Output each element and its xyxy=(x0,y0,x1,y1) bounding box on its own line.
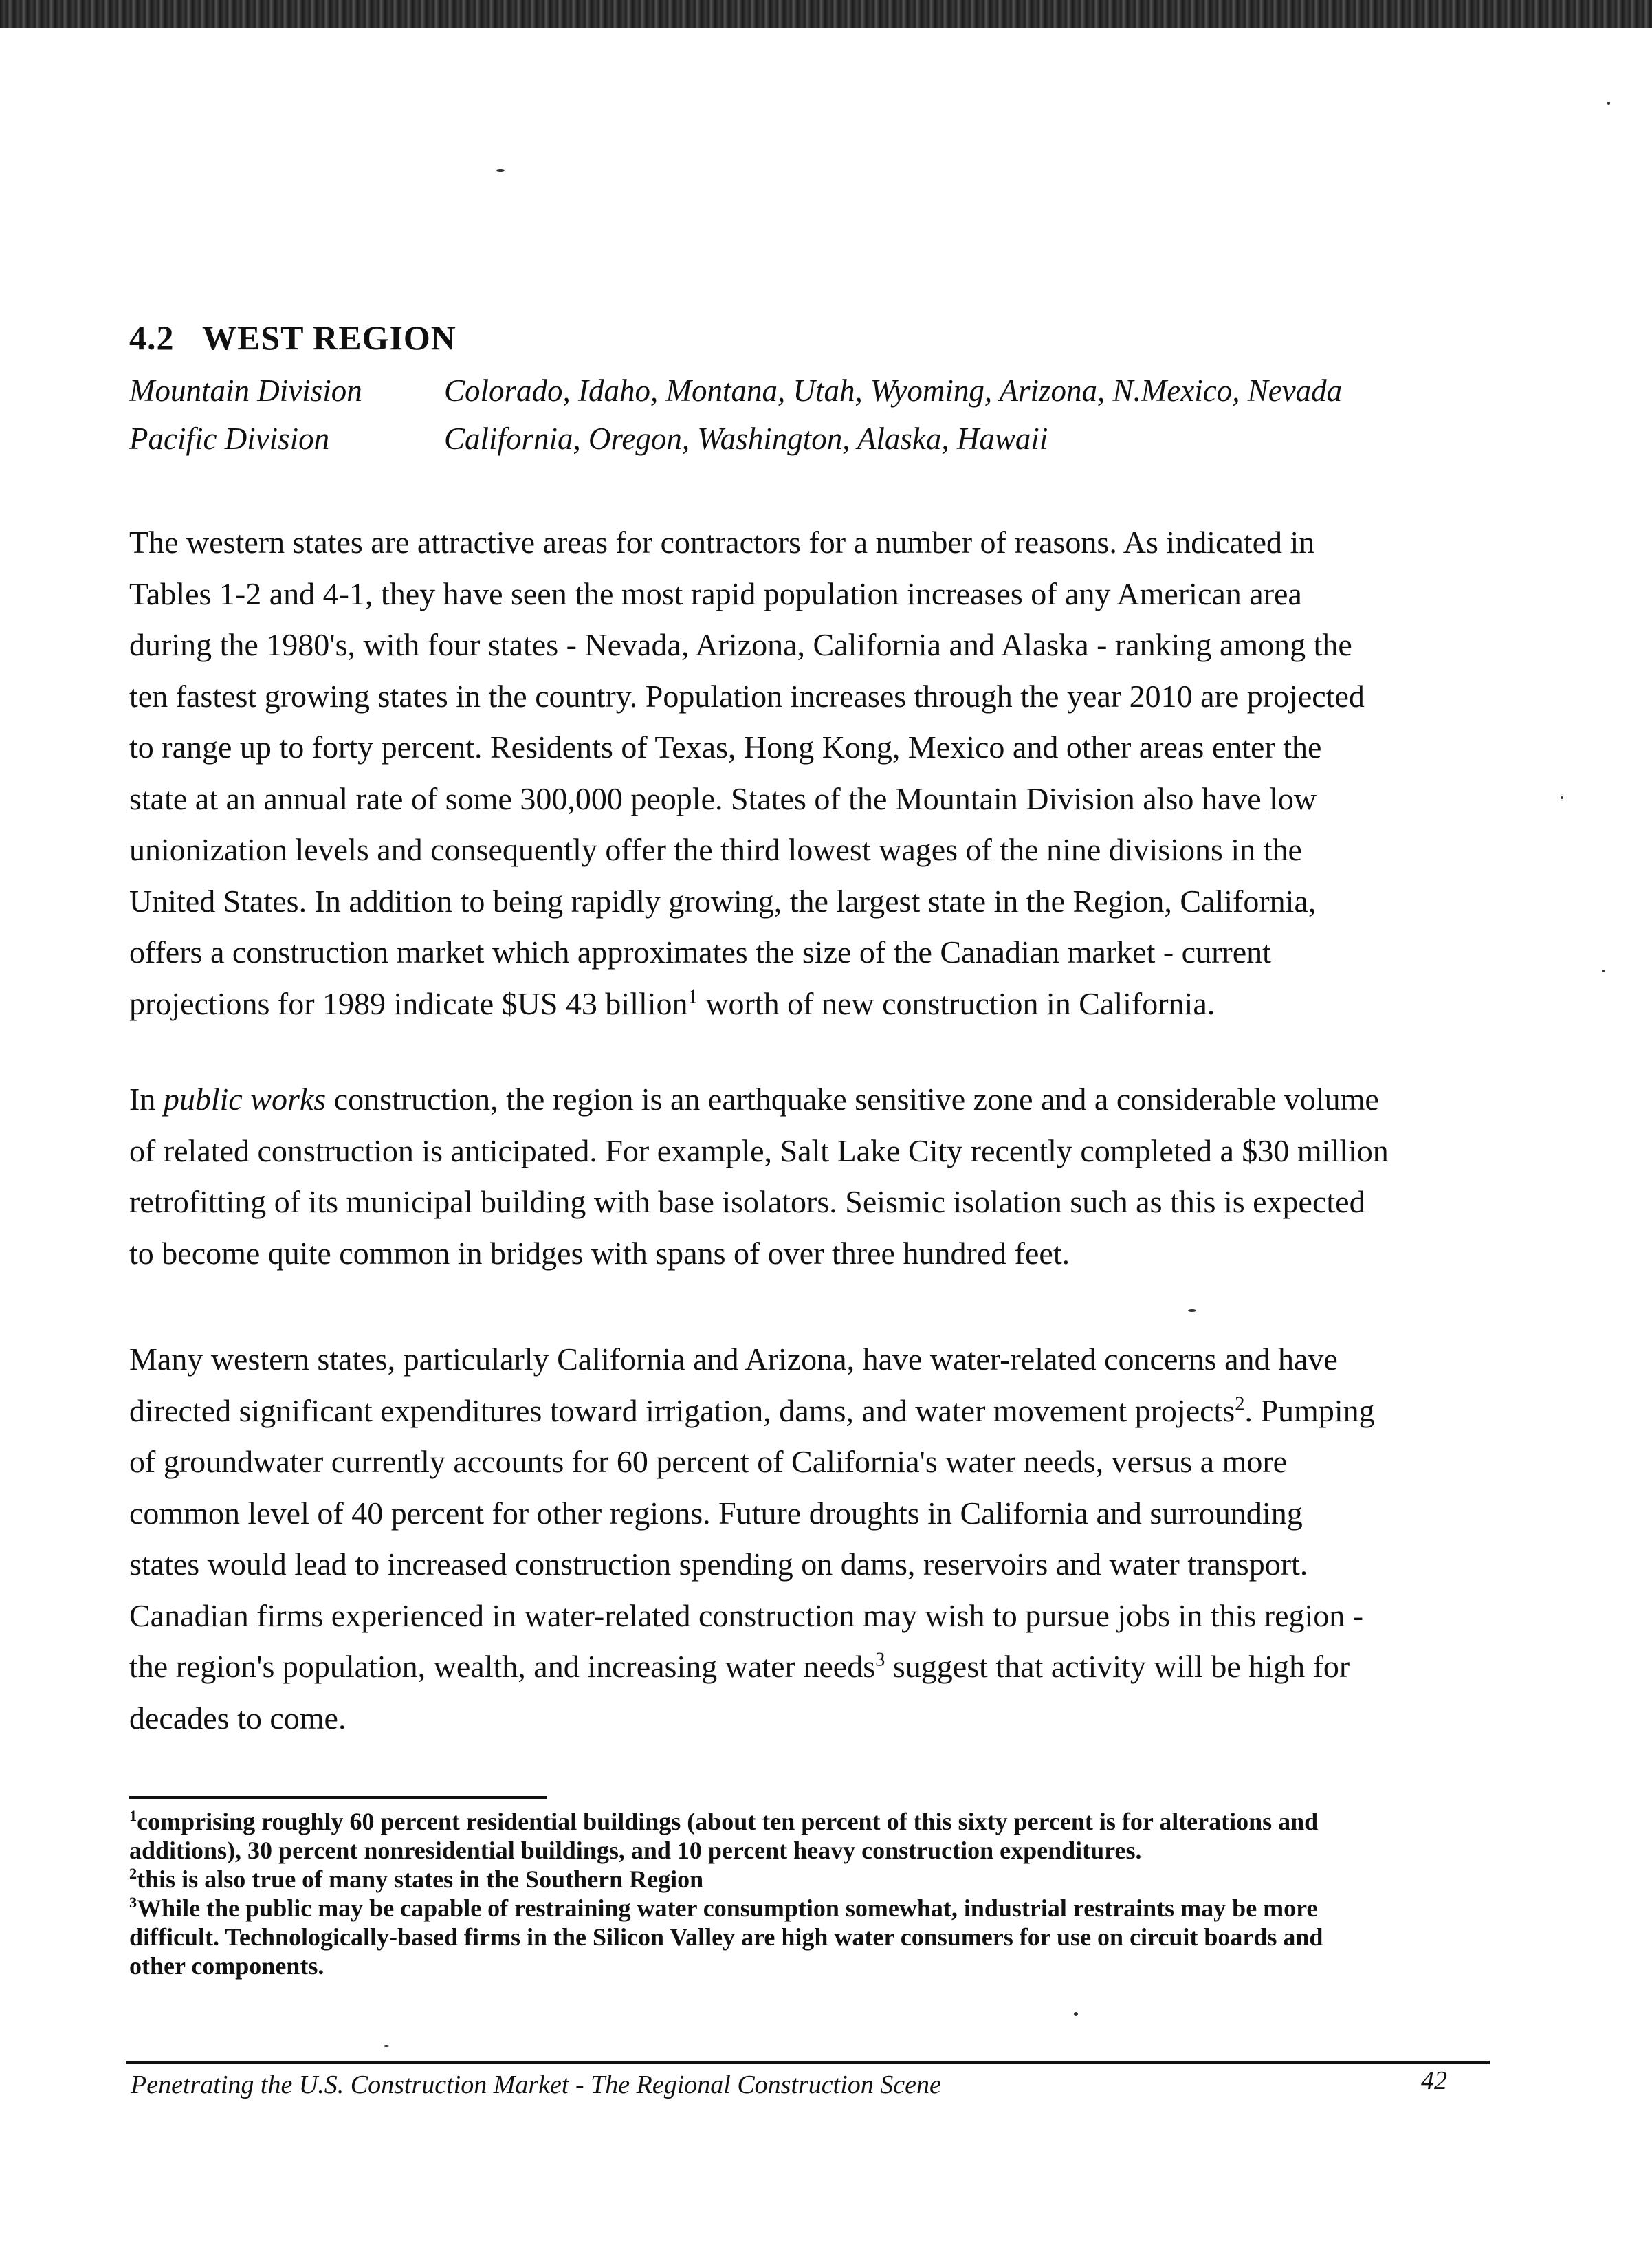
text-line: ten fastest growing states in the country. Population increases through the year 2010 are projected xyxy=(129,678,1365,714)
paragraph-public-works xyxy=(129,1074,1497,1279)
text-line: offers a construction market which approximates the size of the Canadian market - current xyxy=(129,934,1271,970)
text-fragment: projections for 1989 indicate $US 43 billion xyxy=(129,985,688,1021)
paragraph-water xyxy=(129,1334,1497,1744)
scan-speck xyxy=(1602,970,1605,972)
text-line: Tables 1-2 and 4-1, they have seen the most rapid population increases of any American area xyxy=(129,576,1302,611)
text-fragment: In xyxy=(129,1082,164,1117)
text-line: states would lead to increased construction spending on dams, reservoirs and water transport. xyxy=(129,1546,1308,1582)
footnote-text: this is also true of many states in the Southern Region xyxy=(137,1865,704,1893)
text-line: retrofitting of its municipal building with base isolators. Seismic isolation such as this is expected xyxy=(129,1184,1365,1219)
text-fragment: directed significant expenditures toward irrigation, dams, and water movement projects xyxy=(129,1392,1235,1428)
text-line: during the 1980's, with four states - Nevada, Arizona, California and Alaska - ranking among the xyxy=(129,627,1352,662)
text-line: Canadian firms experienced in water-related construction may wish to pursue jobs in this region - xyxy=(129,1597,1364,1633)
text-line: to range up to forty percent. Residents of Texas, Hong Kong, Mexico and other areas enter the xyxy=(129,730,1322,765)
footnote-3-cont: difficult. Technologically-based firms in the Silicon Valley are high water consumers for use on circuit boards and xyxy=(129,1923,1323,1951)
italic-term: public works xyxy=(163,1082,327,1117)
text-line: of groundwater currently accounts for 60 percent of California's water needs, versus a more xyxy=(129,1444,1288,1479)
page-number: 42 xyxy=(1421,2066,1447,2095)
scan-edge-artifact xyxy=(0,0,1652,28)
footnote-text: While the public may be capable of restraining water consumption somewhat, industrial restraints may be more xyxy=(137,1894,1318,1922)
text-line xyxy=(129,1641,1497,1693)
scan-speck xyxy=(1607,102,1610,105)
division-name: Pacific Division xyxy=(129,422,330,456)
division-states: California, Oregon, Washington, Alaska, Hawaii xyxy=(444,422,1048,456)
division-name: Mountain Division xyxy=(129,373,362,408)
text-line: to become quite common in bridges with spans of over three hundred feet. xyxy=(129,1235,1070,1271)
scan-speck xyxy=(1188,1309,1196,1312)
text-fragment: the region's population, wealth, and increasing water needs xyxy=(129,1649,876,1684)
footer-divider xyxy=(126,2061,1490,2064)
text-fragment: construction, the region is an earthquake sensitive zone and a considerable volume xyxy=(326,1082,1379,1117)
scan-speck xyxy=(496,169,505,172)
footnote-1 xyxy=(129,1807,1477,1836)
text-fragment: . Pumping xyxy=(1244,1392,1375,1428)
footnote-text: comprising roughly 60 percent residential buildings (about ten percent of this sixty percent is for alterations and xyxy=(137,1808,1319,1835)
scan-speck xyxy=(1561,796,1563,799)
text-line: state at an annual rate of some 300,000 people. States of the Mountain Division also have low xyxy=(129,780,1317,816)
footer-title: Penetrating the U.S. Construction Market - The Regional Construction Scene xyxy=(131,2070,941,2099)
text-line: decades to come. xyxy=(129,1700,346,1736)
section-number: 4.2 xyxy=(129,318,175,357)
text-line: of related construction is anticipated. For example, Salt Lake City recently completed a $30 million xyxy=(129,1132,1389,1168)
text-line xyxy=(129,1074,1497,1126)
division-states: Colorado, Idaho, Montana, Utah, Wyoming, Arizona, N.Mexico, Nevada xyxy=(444,373,1343,408)
footnote-mark: 2 xyxy=(129,1865,137,1882)
footnote-ref-2: 2 xyxy=(1235,1393,1245,1415)
footnote-mark: 1 xyxy=(129,1807,137,1824)
text-line: unionization levels and consequently offer the third lowest wages of the nine divisions in the xyxy=(129,832,1302,867)
footnote-2 xyxy=(129,1865,1477,1894)
footnote-1-cont: additions), 30 percent nonresidential buildings, and 10 percent heavy construction expenditures. xyxy=(129,1837,1142,1864)
footnote-ref-1: 1 xyxy=(687,986,698,1008)
text-line: Many western states, particularly California and Arizona, have water-related concerns and have xyxy=(129,1342,1338,1377)
scan-speck xyxy=(384,2045,389,2047)
footnote-3-cont: other components. xyxy=(129,1952,324,1980)
text-line xyxy=(129,978,1497,1030)
scan-speck xyxy=(1074,2012,1078,2016)
footnote-mark: 3 xyxy=(129,1894,137,1911)
text-fragment: worth of new construction in California. xyxy=(697,985,1215,1021)
text-line: common level of 40 percent for other regions. Future droughts in California and surrounding xyxy=(129,1495,1303,1531)
footnotes xyxy=(129,1807,1477,1980)
text-fragment: suggest that activity will be high for xyxy=(885,1649,1350,1684)
footnote-divider xyxy=(129,1796,547,1799)
text-line: The western states are attractive areas for contractors for a number of reasons. As indicated in xyxy=(129,525,1315,560)
paragraph-intro xyxy=(129,517,1497,1029)
text-line: United States. In addition to being rapidly growing, the largest state in the Region, California, xyxy=(129,883,1317,919)
section-title: WEST REGION xyxy=(202,318,456,357)
text-line xyxy=(129,1386,1497,1437)
footnote-ref-3: 3 xyxy=(875,1649,885,1671)
footnote-3 xyxy=(129,1894,1477,1923)
section-heading xyxy=(129,318,456,358)
